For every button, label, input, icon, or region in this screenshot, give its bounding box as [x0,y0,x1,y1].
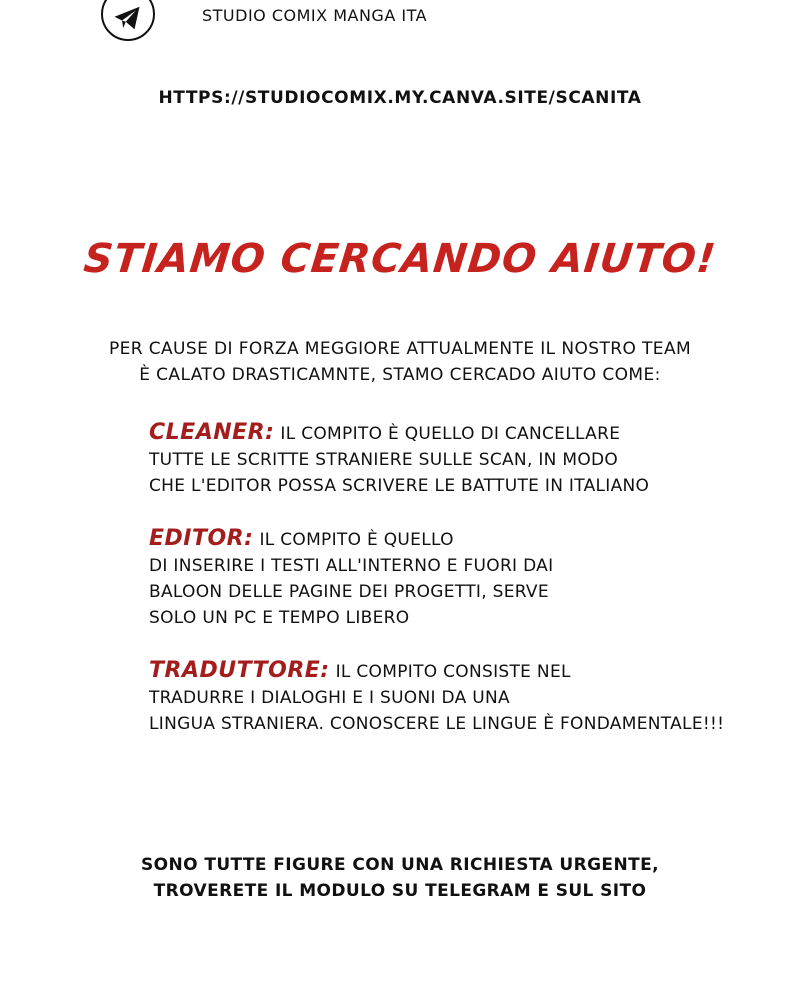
outro-line: TROVERETE IL MODULO SU TELEGRAM E SUL SITO [153,881,647,901]
telegram-icon[interactable] [101,0,155,41]
role-editor [149,526,553,631]
role-line: TRADURRE I DIALOGHI E I SUONI DA UNA [149,688,510,708]
role-line: SOLO UN PC E TEMPO LIBERO [149,608,410,628]
role-line: IL COMPITO È QUELLO [259,530,454,550]
intro-line: PER CAUSE DI FORZA MEGGIORE ATTUALMENTE IL NOSTRO TEAM [108,339,692,359]
role-line: BALOON DELLE PAGINE DEI PROGETTI, SERVE [149,582,549,602]
role-line: DI INSERIRE I TESTI ALL'INTERNO E FUORI DAI [149,556,554,576]
role-line: CHE L'EDITOR POSSA SCRIVERE LE BATTUTE IN ITALIANO [149,476,650,496]
studio-name: STUDIO COMIX MANGA ITA [202,6,428,25]
role-title-cleaner: CLEANER: [149,420,275,445]
role-title-editor: EDITOR: [149,526,254,551]
role-title-translator: TRADUTTORE: [149,658,330,683]
paper-plane-icon [112,3,142,33]
role-line: IL COMPITO CONSISTE NEL [335,662,571,682]
intro-line: È CALATO DRASTICAMNTE, STAMO CERCADO AIUTO COME: [139,365,661,385]
outro-line: SONO TUTTE FIGURE CON UNA RICHIESTA URGENTE, [141,855,659,875]
role-translator [149,658,724,737]
site-url-link[interactable]: HTTPS://STUDIOCOMIX.MY.CANVA.SITE/SCANITA [158,88,642,108]
role-line: LINGUA STRANIERA. CONOSCERE LE LINGUE È FONDAMENTALE!!! [149,714,725,734]
role-line: TUTTE LE SCRITTE STRANIERE SULLE SCAN, IN MODO [149,450,619,470]
headline: STIAMO CERCANDO AIUTO! [81,236,719,282]
role-line: IL COMPITO È QUELLO DI CANCELLARE [280,424,621,444]
intro-text [0,336,800,388]
outro-text [0,852,800,904]
role-cleaner [149,420,649,499]
